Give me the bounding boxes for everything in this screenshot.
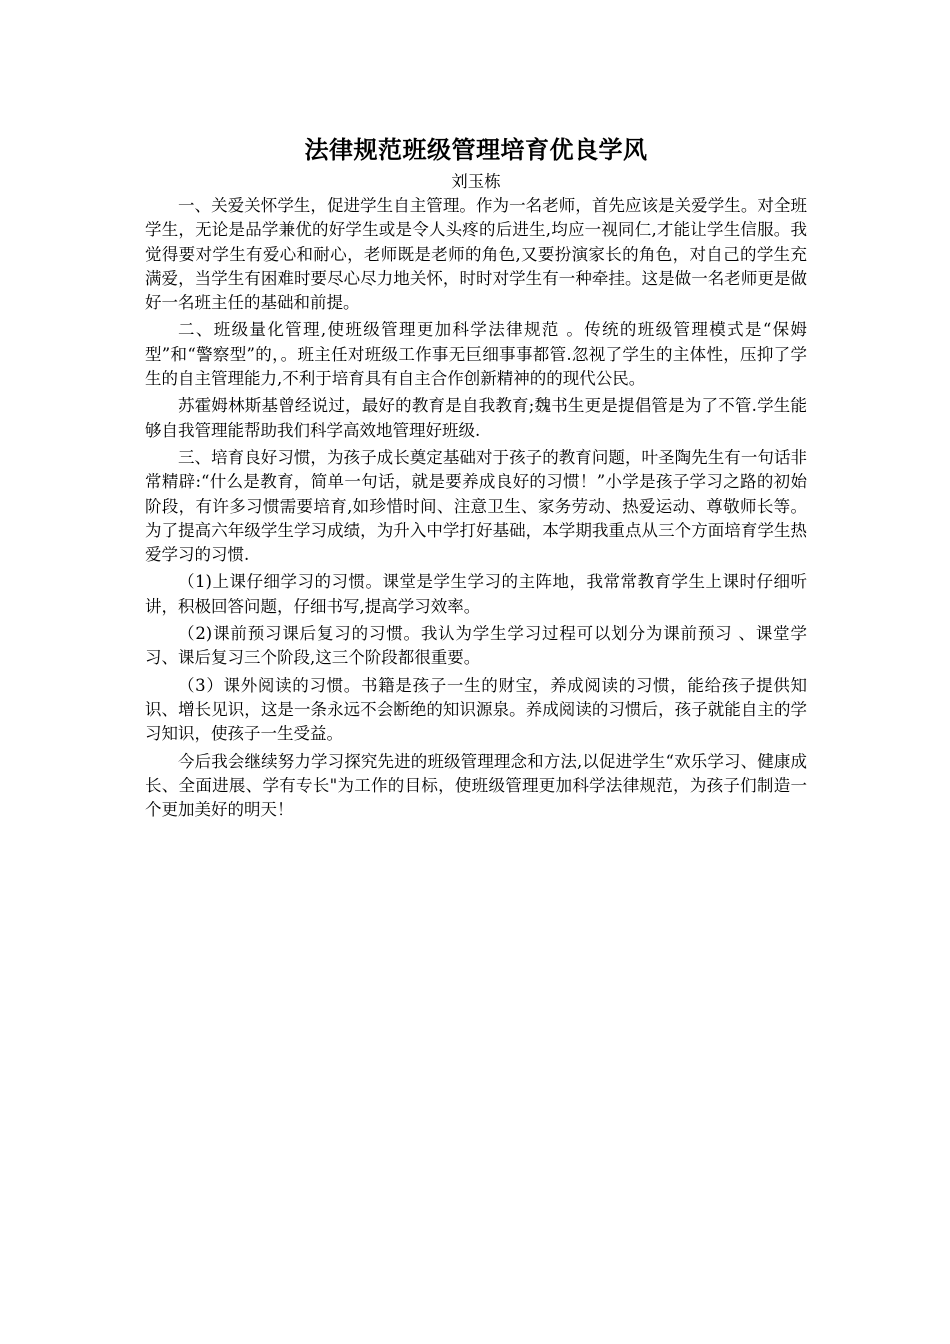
document-author: 刘玉栋 xyxy=(451,172,501,191)
paragraph-7: （3）课外阅读的习惯。书籍是孩子一生的财宝，养成阅读的习惯，能给孩子提供知识、增长见识，这是一条永远不会断绝的知识源泉。养成阅读的习惯后，孩子就能自主的学习知识，使孩子一生受益。 xyxy=(145,675,807,744)
paragraph-4: 三、培育良好习惯，为孩子成长奠定基础对于孩子的教育问题，叶圣陶先生有一句话非常精辟:“什么是教育，简单一句话，就是要养成良好的习惯！”小学是孩子学习之路的初始阶段，有许多习惯需要培育,如珍惜时间、注意卫生、家务劳动、热爱运动、尊敬师长等。为了提高六年级学生学习成绩，为升入中学打好基础，本学期我重点从三个方面培育学生热爱学习的习惯. xyxy=(145,447,807,565)
paragraph-2: 二、班级量化管理,使班级管理更加科学法律规范 。传统的班级管理模式是“保姆型”和“警察型”的，。班主任对班级工作事无巨细事事都管.忽视了学生的主体性，压抑了学生的自主管理能力,不利于培育具有自主合作创新精神的的现代公民。 xyxy=(145,320,807,389)
paragraph-3: 苏霍姆林斯基曾经说过，最好的教育是自我教育;魏书生更是提倡管是为了不管.学生能够自我管理能帮助我们科学高效地管理好班级. xyxy=(145,396,807,440)
paragraph-8: 今后我会继续努力学习探究先进的班级管理理念和方法,以促进学生“欢乐学习、健康成长、全面进展、学有专长"为工作的目标，使班级管理更加科学法律规范，为孩子们制造一个更加美好的明天！ xyxy=(145,751,807,820)
paragraph-6: （2)课前预习课后复习的习惯。我认为学生学习过程可以划分为课前预习 、课堂学习、课后复习三个阶段,这三个阶段都很重要。 xyxy=(145,624,807,668)
document-title: 法律规范班级管理培育优良学风 xyxy=(304,135,648,164)
document-body xyxy=(145,134,807,822)
paragraph-5: （1)上课仔细学习的习惯。课堂是学生学习的主阵地，我常常教育学生上课时仔细听讲，积极回答问题，仔细书写,提高学习效率。 xyxy=(145,572,807,616)
paragraph-1: 一、关爱关怀学生，促进学生自主管理。作为一名老师，首先应该是关爱学生。对全班学生，无论是品学兼优的好学生或是令人头疼的后进生,均应一视同仁,才能让学生信服。我觉得要对学生有爱心和耐心，老师既是老师的角色,又要扮演家长的角色，对自己的学生充满爱，当学生有困难时要尽心尽力地关怀，时时对学生有一种牵挂。这是做一名老师更是做好一名班主任的基础和前提。 xyxy=(145,196,807,313)
